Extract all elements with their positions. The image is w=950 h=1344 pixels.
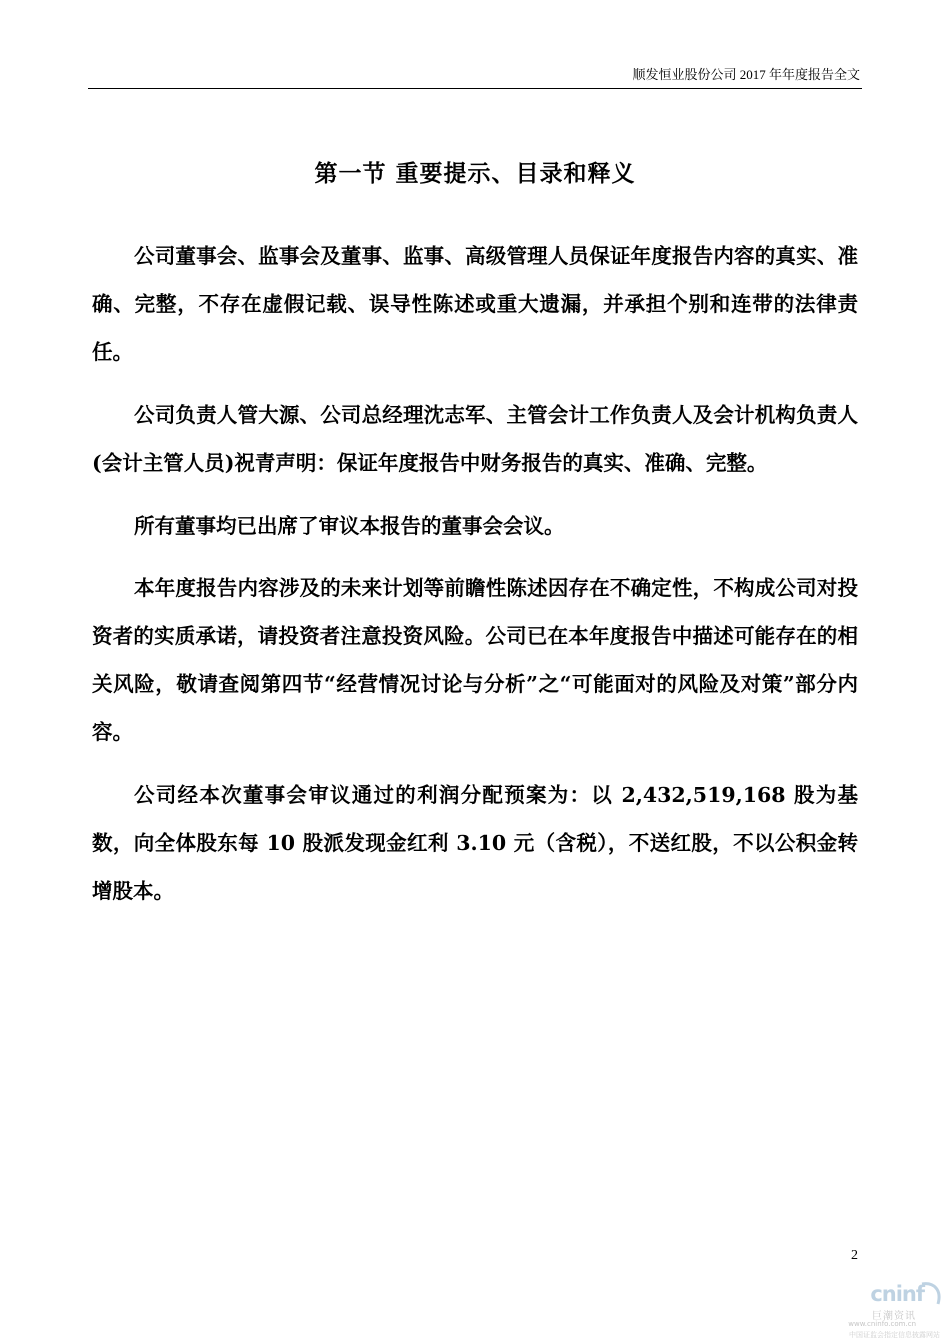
watermark-name: 巨潮资讯 — [872, 1311, 916, 1322]
running-header: 顺发恒业股份公司 2017 年年度报告全文 — [632, 67, 860, 82]
paragraph-risk-disclaimer: 本年度报告内容涉及的未来计划等前瞻性陈述因存在不确定性，不构成公司对投资者的实质承诺，请投资者注意投资风险。公司已在本年度报告中描述可能存在的相关风险，敬请查阅第四节“经营情况讨论与分析”之“可能面对的风险及对策”部分内容。 — [92, 576, 858, 744]
section-title: 第一节 重要提示、目录和释义 — [314, 160, 636, 187]
cninfo-watermark — [834, 1280, 946, 1340]
document-body — [92, 232, 858, 930]
paragraph-board-attendance: 所有董事均已出席了审议本报告的董事会会议。 — [134, 514, 565, 538]
watermark-url: www.cninfo.com.cn — [848, 1320, 916, 1328]
watermark-org: 中国证监会指定信息披露网站 — [849, 1331, 940, 1339]
watermark-logo-text: cninf — [870, 1282, 924, 1306]
paragraph-profit-distribution: 公司经本次董事会审议通过的利润分配预案为：以 2,432,519,168 股为基数，向全体股东每 10 股派发现金红利 3.10 元（含税），不送红股，不以公积金转增股本。 — [92, 783, 858, 903]
paragraph-officer-statement: 公司负责人管大源、公司总经理沈志军、主管会计工作负责人及会计机构负责人(会计主管人员)祝青声明：保证年度报告中财务报告的真实、准确、完整。 — [92, 403, 858, 475]
paragraph-board-guarantee: 公司董事会、监事会及董事、监事、高级管理人员保证年度报告内容的真实、准确、完整，不存在虚假记载、误导性陈述或重大遗漏，并承担个别和连带的法律责任。 — [92, 244, 858, 364]
page-number: 2 — [851, 1248, 858, 1263]
header-divider — [88, 88, 862, 89]
